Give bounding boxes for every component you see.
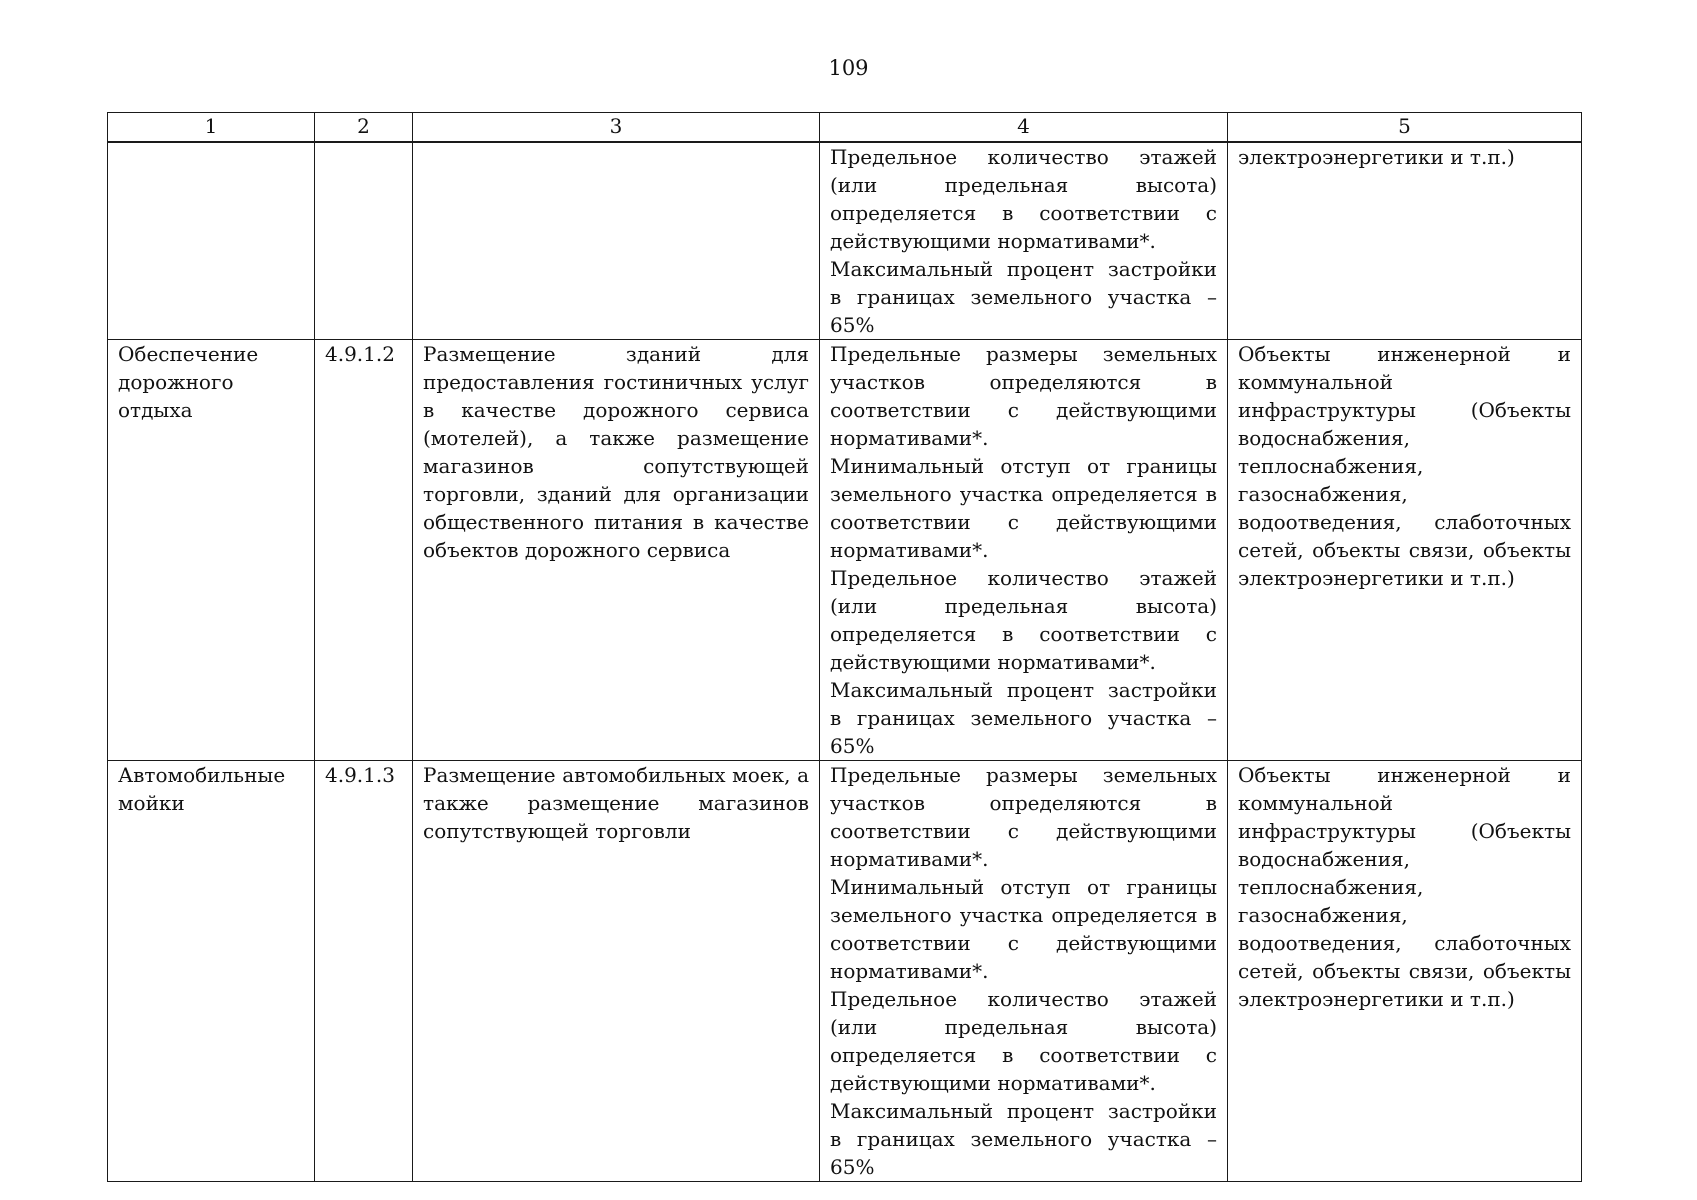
header-col-4: 4 [820, 113, 1228, 143]
parameter-text: Минимальный отступ от границы земельного участка определяется в соответствии с действующими нормативами*. [830, 875, 1217, 983]
header-col-1: 1 [108, 113, 315, 143]
parameter-text: Предельные размеры земельных участков определяются в соответствии с действующими нормативами*. [830, 342, 1217, 450]
parameter-text: Максимальный процент застройки в границах земельного участка – 65% [830, 1099, 1217, 1179]
cell-code: 4.9.1.3 [315, 761, 413, 1182]
cell-name: Автомобильные мойки [108, 761, 315, 1182]
cell-auxiliary: электроэнергетики и т.п.) [1228, 142, 1582, 340]
parameter-text: Максимальный процент застройки в границах земельного участка – 65% [830, 678, 1217, 758]
page-number: 109 [828, 56, 869, 80]
table-row [108, 340, 1582, 761]
cell-description: Размещение зданий для предоставления гостиничных услуг в качестве дорожного сервиса (мотелей), а также размещение магазинов сопутствующей торговли, зданий для организации общественного питания в качестве объектов дорожного сервиса [413, 340, 820, 761]
parameter-text: Предельное количество этажей (или предельная высота) определяется в соответствии с действующими нормативами*. [830, 566, 1217, 674]
table-row [108, 142, 1582, 340]
parameter-text: Предельное количество этажей (или предельная высота) определяется в соответствии с действующими нормативами*. [830, 987, 1217, 1095]
cell-auxiliary: Объекты инженерной и коммунальной инфраструктуры (Объекты водоснабжения, теплоснабжения, газоснабжения, водоотведения, слаботочных сетей, объекты связи, объекты электроэнергетики и т.п.) [1228, 340, 1582, 761]
table-header-row [108, 113, 1582, 143]
cell-auxiliary: Объекты инженерной и коммунальной инфраструктуры (Объекты водоснабжения, теплоснабжения, газоснабжения, водоотведения, слаботочных сетей, объекты связи, объекты электроэнергетики и т.п.) [1228, 761, 1582, 1182]
cell-description [413, 142, 820, 340]
cell-parameters [820, 340, 1228, 761]
cell-parameters [820, 142, 1228, 340]
parameter-text: Максимальный процент застройки в границах земельного участка – 65% [830, 257, 1217, 337]
cell-description: Размещение автомобильных моек, а также размещение магазинов сопутствующей торговли [413, 761, 820, 1182]
header-col-3: 3 [413, 113, 820, 143]
land-use-table [107, 112, 1582, 1182]
cell-code: 4.9.1.2 [315, 340, 413, 761]
cell-name [108, 142, 315, 340]
header-col-5: 5 [1228, 113, 1582, 143]
parameter-text: Предельные размеры земельных участков определяются в соответствии с действующими нормативами*. [830, 763, 1217, 871]
cell-code [315, 142, 413, 340]
cell-name: Обеспечение дорожного отдыха [108, 340, 315, 761]
cell-parameters [820, 761, 1228, 1182]
table-row [108, 761, 1582, 1182]
header-col-2: 2 [315, 113, 413, 143]
parameter-text: Предельное количество этажей (или предельная высота) определяется в соответствии с действующими нормативами*. [830, 145, 1217, 253]
parameter-text: Минимальный отступ от границы земельного участка определяется в соответствии с действующими нормативами*. [830, 454, 1217, 562]
